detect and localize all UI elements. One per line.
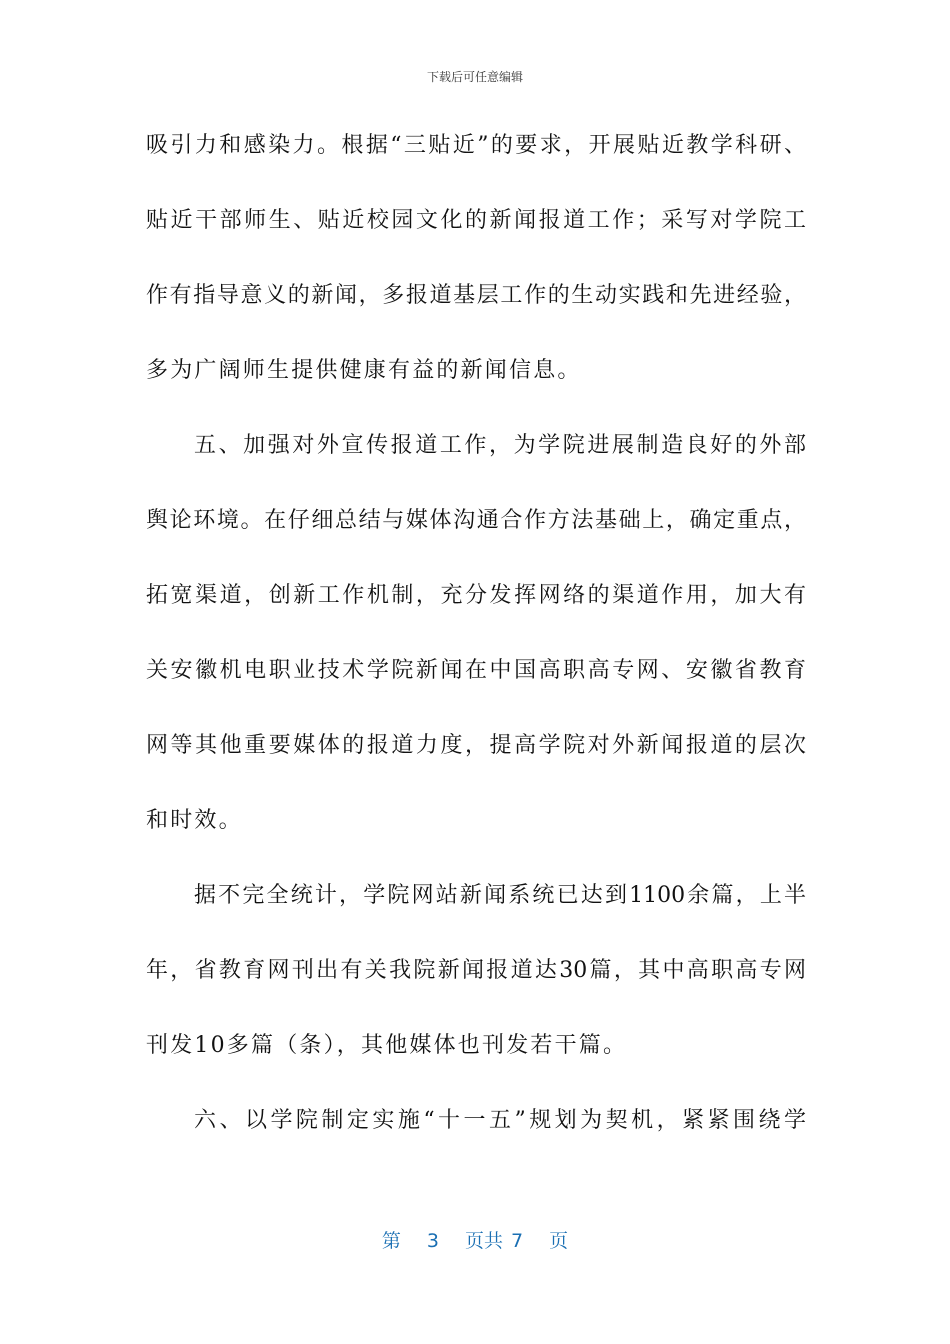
paragraph-line: 网等其他重要媒体的报道力度，提高学院对外新闻报道的层次	[146, 733, 806, 758]
paragraph-line: 据不完全统计，学院网站新闻系统已达到1100余篇，上半	[194, 883, 806, 908]
footer-current-page: 3	[426, 1230, 439, 1252]
paragraph-line: 和时效。	[146, 808, 243, 833]
paragraph-line: 年，省教育网刊出有关我院新闻报道达30篇，其中高职高专网	[146, 958, 806, 983]
footer-suffix: 页	[549, 1230, 569, 1252]
page-footer	[0, 1226, 950, 1253]
footer-total-pages: 7	[511, 1230, 524, 1252]
footer-prefix: 第	[381, 1230, 401, 1252]
paragraph-line: 贴近干部师生、贴近校园文化的新闻报道工作；采写对学院工	[146, 208, 806, 233]
paragraph-line: 舆论环境。在仔细总结与媒体沟通合作方法基础上，确定重点，	[146, 508, 806, 533]
paragraph-line: 吸引力和感染力。根据“三贴近”的要求，开展贴近教学科研、	[146, 133, 806, 158]
paragraph-line: 刊发10多篇（条），其他媒体也刊发若干篇。	[146, 1033, 628, 1058]
footer-middle: 页共	[464, 1230, 503, 1252]
body-text	[146, 120, 806, 1170]
paragraph-line: 五、加强对外宣传报道工作，为学院进展制造良好的外部	[194, 433, 806, 458]
paragraph-line: 关安徽机电职业技术学院新闻在中国高职高专网、安徽省教育	[146, 658, 806, 683]
paragraph-line: 多为广阔师生提供健康有益的新闻信息。	[146, 358, 582, 383]
paragraph-line: 拓宽渠道，创新工作机制，充分发挥网络的渠道作用，加大有	[146, 583, 806, 608]
page-header: 下载后可任意编辑	[426, 70, 523, 84]
paragraph-line: 作有指导意义的新闻，多报道基层工作的生动实践和先进经验，	[146, 283, 806, 308]
paragraph-line: 六、以学院制定实施“十一五”规划为契机，紧紧围绕学	[194, 1108, 806, 1133]
